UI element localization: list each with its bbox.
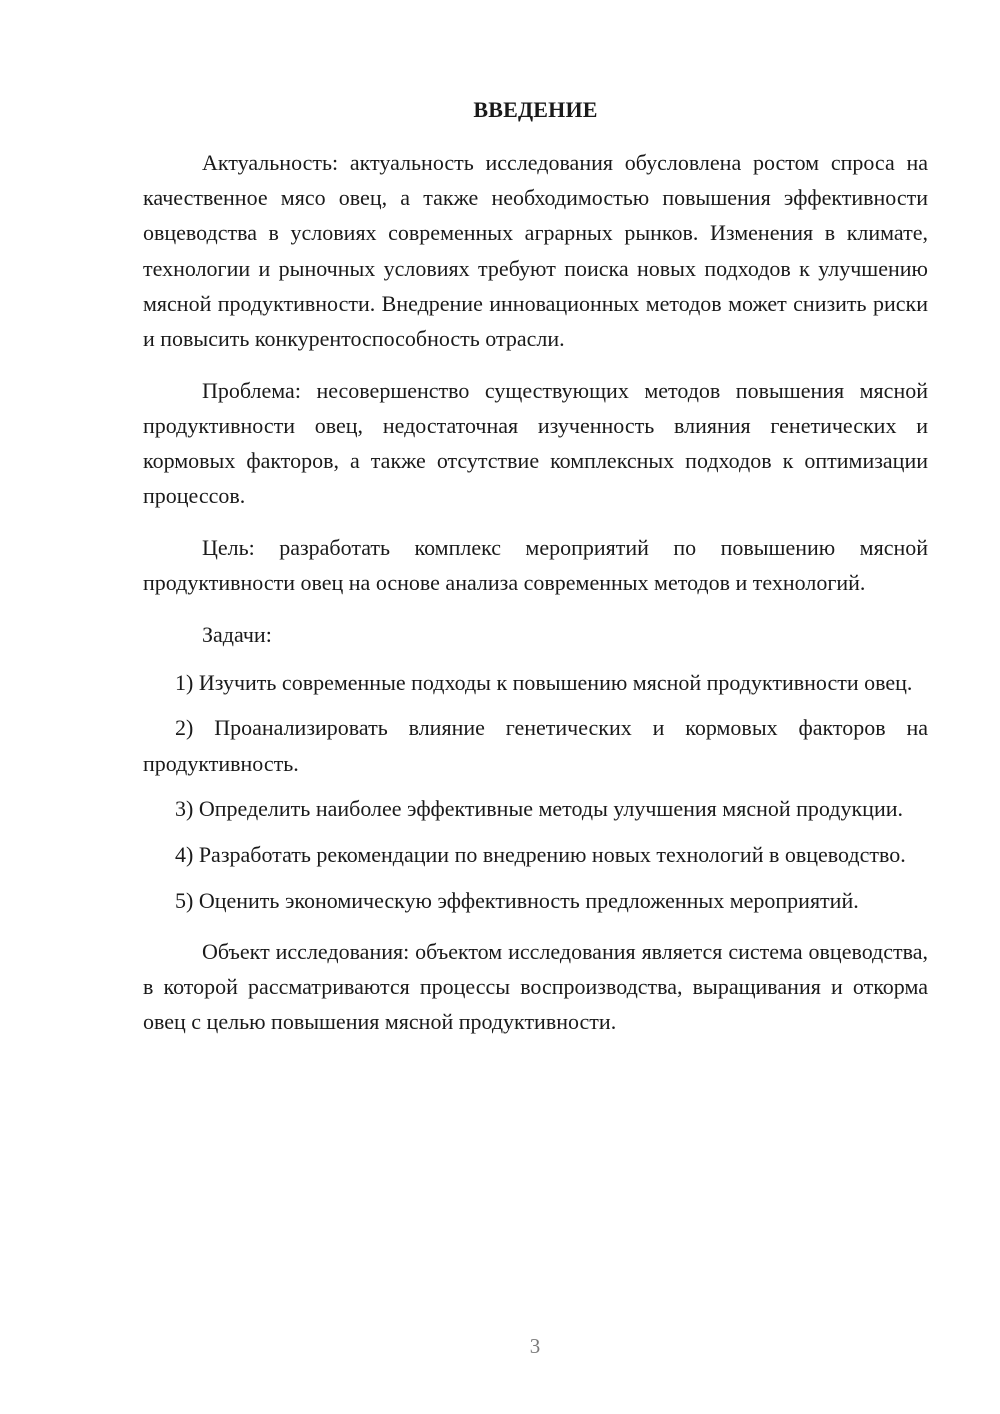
object-paragraph: Объект исследования: объектом исследования является система овцеводства, в которой рассматриваются процессы воспроизводства, выращивания и откорма овец с целью повышения мясной продуктивности. [143, 938, 928, 1035]
tasks-heading: Задачи: [202, 621, 272, 647]
section-title: ВВЕДЕНИЕ [473, 97, 598, 122]
problem-paragraph: Проблема: несовершенство существующих методов повышения мясной продуктивности овец, недостаточная изученность влияния генетических и кормовых факторов, а также отсутствие комплексных подходов к оптимизации процессов. [143, 377, 928, 509]
document-page [143, 92, 928, 1039]
relevance-paragraph: Актуальность: актуальность исследования обусловлена ростом спроса на качественное мясо овец, а также необходимостью повышения эффективности овцеводства в условиях современных аграрных рынков. Изменения в климате, технологии и рыночных условиях требуют поиска новых подходов к улучшению мясной продуктивности. Внедрение инновационных методов может снизить риски и повысить конкурентоспособность отрасли. [143, 150, 928, 352]
task-item-2: 2) Проанализировать влияние генетических и кормовых факторов на продуктивность. [143, 715, 928, 776]
goal-paragraph: Цель: разработать комплекс мероприятий по повышению мясной продуктивности овец на основе анализа современных методов и технологий. [143, 535, 928, 596]
page-number: 3 [529, 1334, 541, 1358]
task-item-5: 5) Оценить экономическую эффективность предложенных мероприятий. [175, 887, 859, 913]
task-item-4: 4) Разработать рекомендации по внедрению новых технологий в овцеводство. [175, 841, 906, 867]
task-item-3: 3) Определить наиболее эффективные методы улучшения мясной продукции. [175, 796, 903, 822]
task-item-1: 1) Изучить современные подходы к повышению мясной продуктивности овец. [175, 669, 913, 695]
